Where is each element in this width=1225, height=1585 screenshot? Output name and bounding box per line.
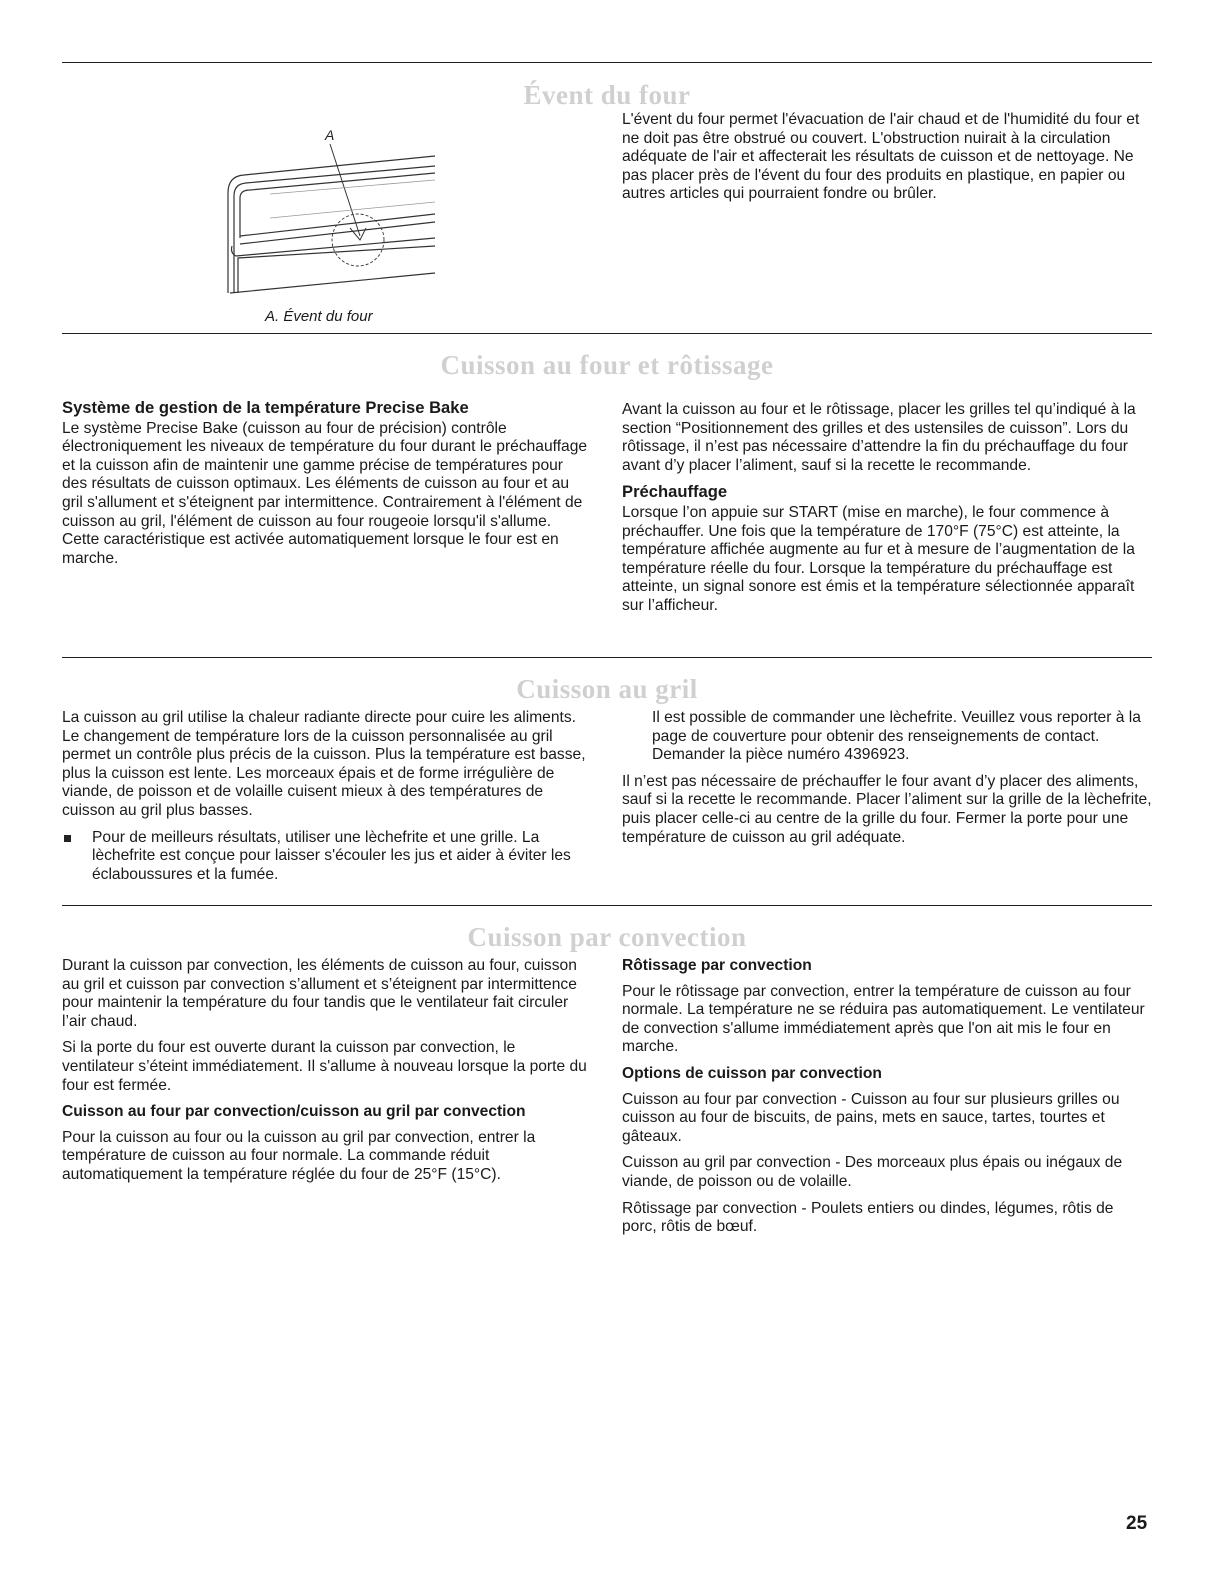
bake-right-column xyxy=(622,401,1152,624)
convection-right-column xyxy=(622,957,1152,1245)
bullet-square-icon xyxy=(64,835,71,842)
convect-roast-heading: Rôtissage par convection xyxy=(622,957,812,974)
convect-bake-broil-paragraph: Pour la cuisson au four ou la cuisson au gril par convection, entrer la température de cuisson au four normale. La commande réduit automatiquement la température réglée du four de 25°F (15°C). xyxy=(62,1128,536,1183)
bake-left-column xyxy=(62,399,589,576)
convection-intro-paragraph: Durant la cuisson par convection, les éléments de cuisson au four, cuisson au gril et cuisson par convection s’allument et s’éteignent par intermittence pour maintenir la température du four tandis que le ventilateur fait circuler l’air chaud. xyxy=(62,957,577,1030)
convect-roast-paragraph: Pour le rôtissage par convection, entrer la température de cuisson au four normale. La température ne se réduira pas automatiquement. Le ventilateur de convection s'allume immédiatement après que l'on ait mis le four en marche. xyxy=(622,982,1145,1056)
preheat-paragraph: Lorsque l’on appuie sur START (mise en marche), le four commence à préchauffer. Une fois que la température de 170°F (75°C) est atteinte, la température affichée augmente au fur et à mesure de l’augmentation de la température réelle du four. Lorsque la température du préchauffage est atteinte, un signal sonore est émis et la température sélectionnée apparaît sur l’afficheur. xyxy=(622,503,1135,614)
oven-vent-illustration xyxy=(210,128,460,303)
convection-door-paragraph: Si la porte du four est ouverte durant la cuisson par convection, le ventilateur s’éteint immédiatement. Il s'allume à nouveau lorsque la porte du four est fermée. xyxy=(62,1039,587,1094)
broil-paragraph: La cuisson au gril utilise la chaleur radiante directe pour cuire les aliments. Le changement de température lors de la cuisson personnalisée au gril permet un contrôle plus précis de la cuisson. Plus la température est basse, plus la cuisson est lente. Les morceaux épais et de forme irrégulière de viande, de poisson et de volaille cuisent mieux à des températures de cuisson au gril plus basses. xyxy=(62,709,586,819)
rack-placement-paragraph: Avant la cuisson au four et le rôtissage, placer les grilles tel qu’indiqué à la section “Positionnement des grilles et des ustensiles de cuisson”. Lors du rôtissage, il n’est pas nécessaire d’attendre la fin du préchauffage du four avant d’y placer l’aliment, sauf si la recette le recommande. xyxy=(622,401,1136,474)
broil-preheat-paragraph: Il n’est pas nécessaire de préchauffer le four avant d’y placer des aliments, sauf si la recette le recommande. Placer l’aliment sur la grille de la lèchefrite, puis placer celle-ci au centre de la grille du four. Fermer la porte pour une température de cuisson au gril adéquate. xyxy=(622,772,1152,846)
section-divider xyxy=(62,905,1152,906)
broil-right-column xyxy=(622,709,1152,855)
section-divider xyxy=(62,333,1152,334)
figure-caption: A. Évent du four xyxy=(265,308,373,325)
convection-options-heading: Options de cuisson par convection xyxy=(622,1064,882,1082)
section-title-broil: Cuisson au gril xyxy=(516,674,698,704)
oven-vent-text-column xyxy=(622,111,1152,212)
broil-bullet-text: Pour de meilleurs résultats, utiliser une lèchefrite et une grille. La lèchefrite est conçue pour laisser s'écouler les jus et aider à éviter les éclaboussures et la fumée. xyxy=(92,828,571,883)
convection-option-broil: Cuisson au gril par convection - Des morceaux plus épais ou inégaux de viande, de poisson ou de volaille. xyxy=(622,1154,1123,1190)
section-divider xyxy=(62,657,1152,658)
broil-left-column xyxy=(62,709,589,884)
oven-vent-paragraph: L'évent du four permet l'évacuation de l'air chaud et de l'humidité du four et ne doit pas être obstrué ou couvert. L'obstruction nuirait à la circulation adéquate de l'air et affecterait les résultats de cuisson et de nettoyage. Ne pas placer près de l'évent du four des produits en plastique, en papier ou autres articles qui pourraient fondre ou brûler. xyxy=(622,111,1140,203)
convect-bake-broil-heading: Cuisson au four par convection/cuisson au gril par convection xyxy=(62,1103,526,1121)
broil-bullet-item xyxy=(62,829,589,885)
precise-bake-paragraph: Le système Precise Bake (cuisson au four de précision) contrôle électroniquement les niveaux de température du four durant le préchauffage et la cuisson afin de maintenir une gamme précise de températures pour des résultats de cuisson optimaux. Les éléments de cuisson au four et au gril s'allument et s'éteignent par intermittence. Contrairement à l'élément de cuisson au gril, l'élément de cuisson au four rougeoie lorsqu'il s'allume. Cette caractéristique est activée automatiquement lorsque le four est en marche. xyxy=(62,419,588,567)
broiler-pan-order-paragraph: Il est possible de commander une lèchefrite. Veuillez vous reporter à la page de couverture pour obtenir des renseignements de contact. Demander la pièce numéro 4396923. xyxy=(652,709,1141,764)
preheat-heading: Préchauffage xyxy=(622,482,728,502)
convection-left-column xyxy=(62,957,589,1193)
page-number: 25 xyxy=(1126,1513,1148,1534)
precise-bake-heading: Système de gestion de la température Precise Bake xyxy=(62,398,469,417)
section-title-oven-vent: Évent du four xyxy=(523,80,691,110)
section-title-bake-roast: Cuisson au four et rôtissage xyxy=(440,350,774,380)
figure-label-a: A xyxy=(325,128,335,143)
section-divider xyxy=(62,62,1152,63)
convection-option-roast: Rôtissage par convection - Poulets entiers ou dindes, légumes, rôtis de porc, rôtis de bœuf. xyxy=(622,1199,1114,1236)
convection-option-bake: Cuisson au four par convection - Cuisson au four sur plusieurs grilles ou cuisson au four de biscuits, de pains, mets en sauce, tartes, tourtes et gâteaux. xyxy=(622,1090,1120,1145)
section-title-convection: Cuisson par convection xyxy=(467,922,747,952)
